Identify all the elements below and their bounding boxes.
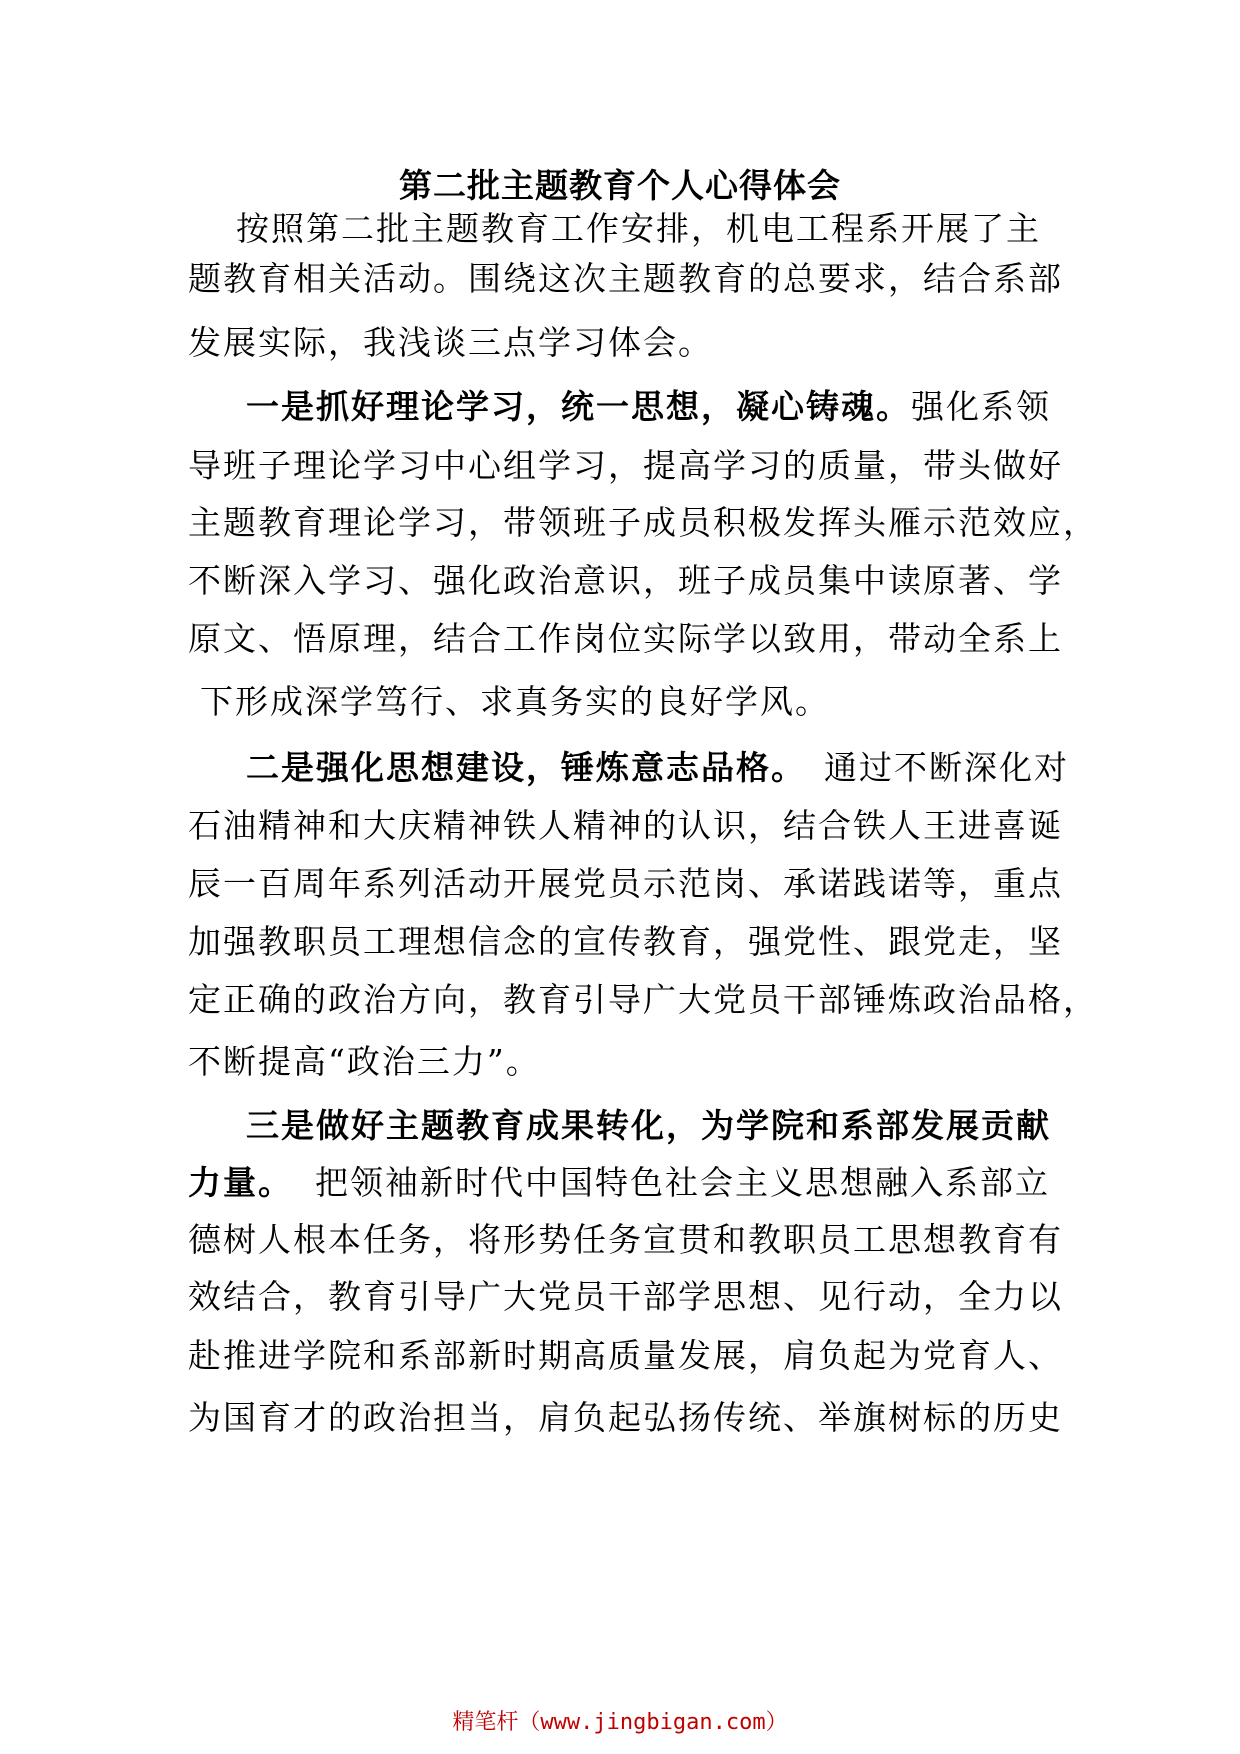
p3-line-4: 效结合，教育引导广大党员干部学思想、见行动，全力以	[188, 1277, 1063, 1316]
p1-line-1-rest: 强化系领	[911, 387, 1051, 426]
p3-line-2-rest: 把领袖新时代中国特色社会主义思想融入系部立	[315, 1163, 1050, 1202]
intro-line-1: 按照第二批主题教育工作安排，机电工程系开展了主	[236, 209, 1041, 248]
p3-line-2	[188, 1157, 1050, 1204]
footer-watermark: 精笔杆（www.jingbigan.com）	[452, 1710, 788, 1735]
p1-line-4: 不断深入学习、强化政治意识，班子成员集中读原著、学	[188, 561, 1063, 600]
p2-line-3: 辰一百周年系列活动开展党员示范岗、承诺践诺等，重点	[188, 864, 1063, 903]
p2-line-6: 不断提高“政治三力”。	[188, 1042, 541, 1081]
p3-heading-line-2: 力量。	[188, 1163, 293, 1202]
p1-line-3: 主题教育理论学习，带领班子成员积极发挥头雁示范效应，	[188, 503, 1098, 542]
p2-line-5: 定正确的政治方向，教育引导广大党员干部锤炼政治品格，	[188, 980, 1098, 1019]
intro-line-3: 发展实际，我浅谈三点学习体会。	[188, 323, 713, 362]
p3-heading-line-1: 三是做好主题教育成果转化，为学院和系部发展贡献	[246, 1106, 1051, 1145]
p2-line-1-rest: 通过不断深化对	[824, 748, 1069, 787]
p1-line-6: 下形成深学笃行、求真务实的良好学风。	[200, 682, 830, 721]
document-title: 第二批主题教育个人心得体会	[399, 166, 841, 205]
intro-line-2: 题教育相关活动。围绕这次主题教育的总要求，结合系部	[188, 259, 1063, 298]
p2-heading: 二是强化思想建设，锤炼意志品格。	[246, 748, 806, 787]
p1-heading: 一是抓好理论学习，统一思想，凝心铸魂。	[246, 387, 911, 426]
p2-line-1	[246, 742, 1069, 789]
p2-line-4: 加强教职员工理想信念的宣传教育，强党性、跟党走，坚	[188, 922, 1063, 961]
p3-line-5: 赴推进学院和系部新时期高质量发展，肩负起为党育人、	[188, 1336, 1063, 1375]
p3-line-3: 德树人根本任务，将形势任务宣贯和教职员工思想教育有	[188, 1220, 1063, 1259]
p1-line-5: 原文、悟原理，结合工作岗位实际学以致用，带动全系上	[188, 619, 1063, 658]
p1-line-1	[246, 381, 1051, 428]
p3-line-6: 为国育才的政治担当，肩负起弘扬传统、举旗树标的历史	[188, 1398, 1063, 1437]
p2-line-2: 石油精神和大庆精神铁人精神的认识，结合铁人王进喜诞	[188, 806, 1063, 845]
p1-line-2: 导班子理论学习中心组学习，提高学习的质量，带头做好	[188, 446, 1063, 485]
